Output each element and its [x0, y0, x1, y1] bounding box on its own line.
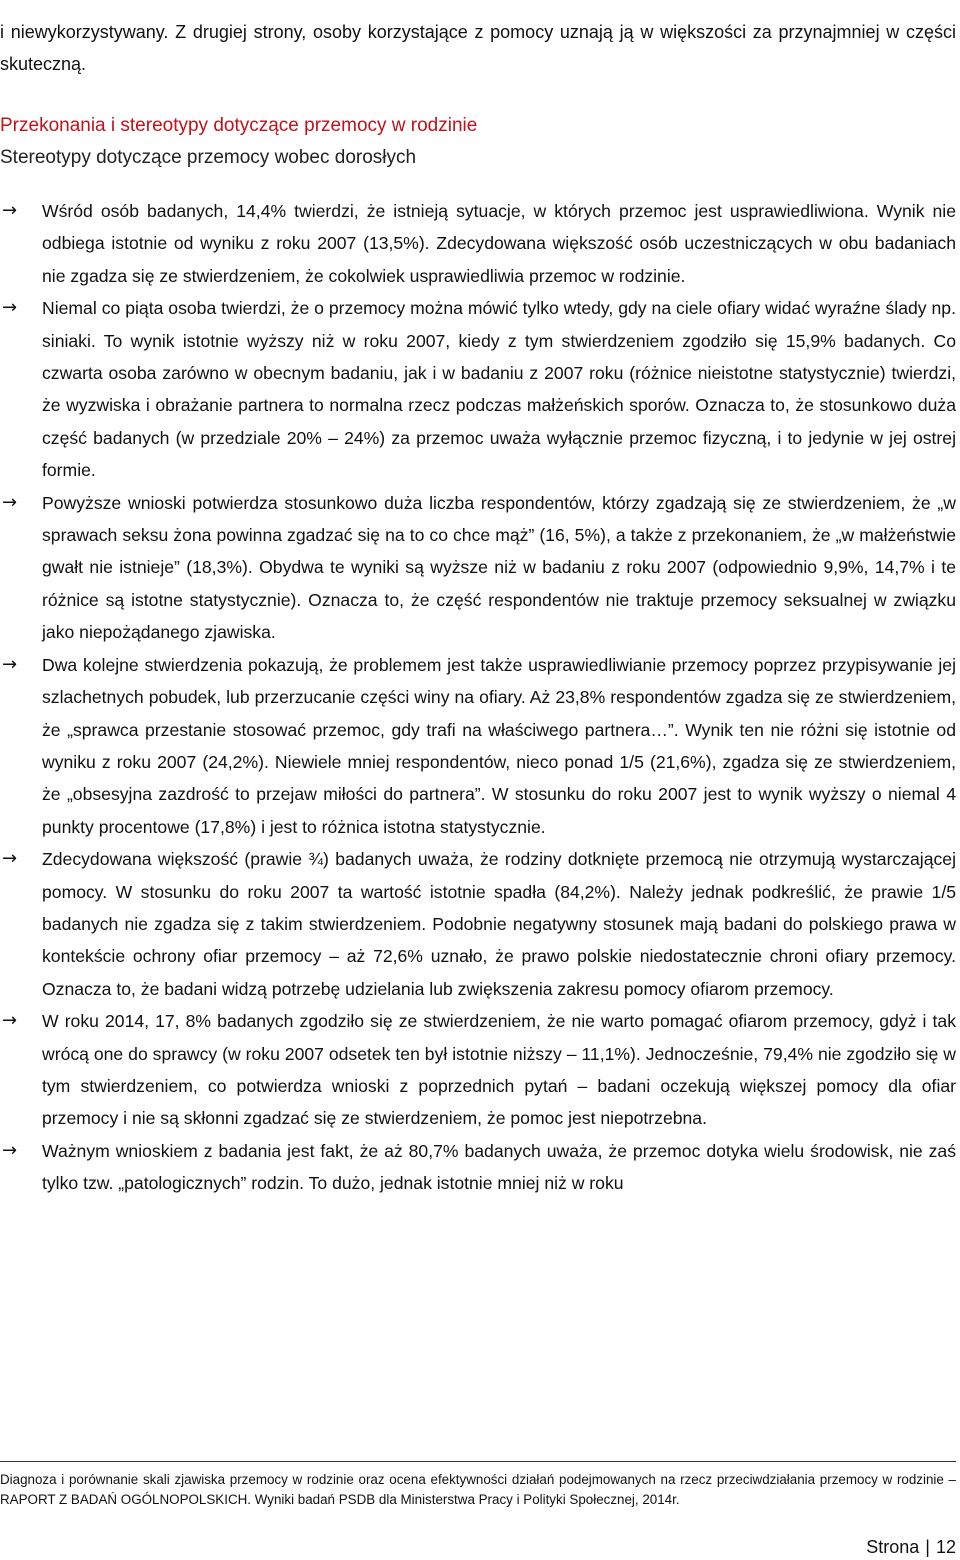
list-item-text: Powyższe wnioski potwierdza stosunkowo duża liczba respondentów, którzy zgadzają się ze stwierdzeniem, że „w sprawach seksu żona powinna zgadzać się na to co chce mąż” (16, 5%), a także z przekonaniem, że „w małżeństwie gwałt nie istnieje” (18,3%). Obydwa te wyniki są wyższe niż w badaniu z roku 2007 (odpowiednio 9,9%, 14,7% i te różnice są istotne statystycznie). Oznacza to, że część respondentów nie traktuje przemocy seksualnej w związku jako niepożądanego zjawiska. — [42, 492, 956, 643]
findings-list — [0, 195, 956, 1200]
subsection-title: Stereotypy dotyczące przemocy wobec dorosłych — [0, 147, 417, 168]
section-title: Przekonania i stereotypy dotyczące przemocy w rodzinie — [0, 115, 478, 136]
list-item — [0, 1135, 956, 1200]
page-separator: | — [925, 1537, 930, 1557]
list-item-text: Zdecydowana większość (prawie ¾) badanych uważa, że rodziny dotknięte przemocą nie otrzymują wystarczającej pomocy. W stosunku do roku 2007 ta wartość istotnie spadła (84,2%). Należy jednak podkreślić, że prawie 1/5 badanych nie zgadza się z takim stwierdzeniem. Podobnie negatywny stosunek mają badani do polskiego prawa w kontekście ochrony ofiar przemocy – aż 72,6% uznało, że prawo polskie niedostatecznie chroni ofiary przemocy. Oznacza to, że badani widzą potrzebę udzielania lub zwiększenia zakresu pomocy ofiarom przemocy. — [42, 849, 956, 999]
arrow-bullet-icon: → — [2, 491, 18, 513]
arrow-bullet-icon: → — [2, 1010, 18, 1032]
list-item — [0, 1005, 956, 1135]
list-item — [0, 292, 956, 486]
list-item — [0, 487, 956, 649]
arrow-bullet-icon: → — [2, 200, 18, 221]
list-item — [0, 649, 956, 843]
list-item-text: Wśród osób badanych, 14,4% twierdzi, że istnieją sytuacje, w których przemoc jest usprawiedliwiona. Wynik nie odbiega istotnie od wyniku z roku 2007 (13,5%). Zdecydowana większość osób uczestniczących w obu badaniach nie zgadza się ze stwierdzeniem, że cokolwiek usprawiedliwia przemoc w rodzinie. — [42, 201, 956, 286]
arrow-bullet-icon: → — [2, 1139, 18, 1161]
list-item — [0, 195, 956, 292]
intro-paragraph: i niewykorzystywany. Z drugiej strony, osoby korzystające z pomocy uznają ją w większości za przynajmniej w części skuteczną. — [0, 22, 956, 74]
page-label: Strona — [866, 1537, 920, 1557]
page-number-value: 12 — [935, 1537, 956, 1557]
arrow-bullet-icon: → — [2, 297, 18, 319]
list-item-text: Ważnym wnioskiem z badania jest fakt, że aż 80,7% badanych uważa, że przemoc dotyka wielu środowisk, nie zaś tylko tzw. „patologicznych” rodzin. To dużo, jednak istotnie mniej niż w roku — [42, 1140, 956, 1194]
arrow-bullet-icon: → — [2, 848, 18, 870]
page-number — [866, 1534, 956, 1560]
list-item-text: W roku 2014, 17, 8% badanych zgodziło się ze stwierdzeniem, że nie warto pomagać ofiarom przemocy, gdyż i tak wrócą one do sprawcy (w roku 2007 odsetek ten był istotnie niższy – 11,1%). Jednocześnie, 79,4% nie zgodziło się w tym stwierdzeniem, co potwierdza wnioski z poprzednich pytań – badani oczekują większej pomocy dla ofiar przemocy i nie są skłonni zgadzać się ze stwierdzeniem, że pomoc jest niepotrzebna. — [42, 1011, 956, 1129]
list-item — [0, 843, 956, 1005]
list-item-text: Dwa kolejne stwierdzenia pokazują, że problemem jest także usprawiedliwianie przemocy poprzez przypisywanie jej szlachetnych pobudek, lub przerzucanie części winy na ofiary. Aż 23,8% respondentów zgadza się ze stwierdzeniem, że „sprawca przestanie stosować przemoc, gdy trafi na właściwego partnera…”. Wynik ten nie różni się istotnie od wyniku z roku 2007 (24,2%). Niewiele mniej respondentów, nieco ponad 1/5 (21,6%), zgadza się ze stwierdzeniem, że „obsesyjna zazdrość to przejaw miłości do partnera”. W stosunku do roku 2007 jest to wynik wyższy o niemal 4 punkty procentowe (17,8%) i jest to różnica istotna statystycznie. — [42, 654, 956, 837]
footer-citation: Diagnoza i porównanie skali zjawiska przemocy w rodzinie oraz ocena efektywności działań podejmowanych na rzecz przeciwdziałania przemocy w rodzinie – RAPORT Z BADAŃ OGÓLNOPOLSKICH. Wyniki badań PSDB dla Ministerstwa Pracy i Polityki Społecznej, 2014r. — [0, 1472, 956, 1507]
footer-divider — [0, 1461, 956, 1462]
list-item-text: Niemal co piąta osoba twierdzi, że o przemocy można mówić tylko wtedy, gdy na ciele ofiary widać wyraźne ślady np. siniaki. To wynik istotnie wyższy niż w roku 2007, kiedy z tym stwierdzeniem zgodziło się 15,9% badanych. Co czwarta osoba zarówno w obecnym badaniu, jak i w badaniu z 2007 roku (różnice nieistotne statystycznie) twierdzi, że wyzwiska i obrażanie partnera to normalna rzecz podczas małżeńskich sporów. Oznacza to, że stosunkowo duża część badanych (w przedziale 20% – 24%) za przemoc uważa wyłącznie przemoc fizyczną, i to jedynie w jej ostrej formie. — [42, 298, 956, 481]
arrow-bullet-icon: → — [2, 653, 18, 675]
